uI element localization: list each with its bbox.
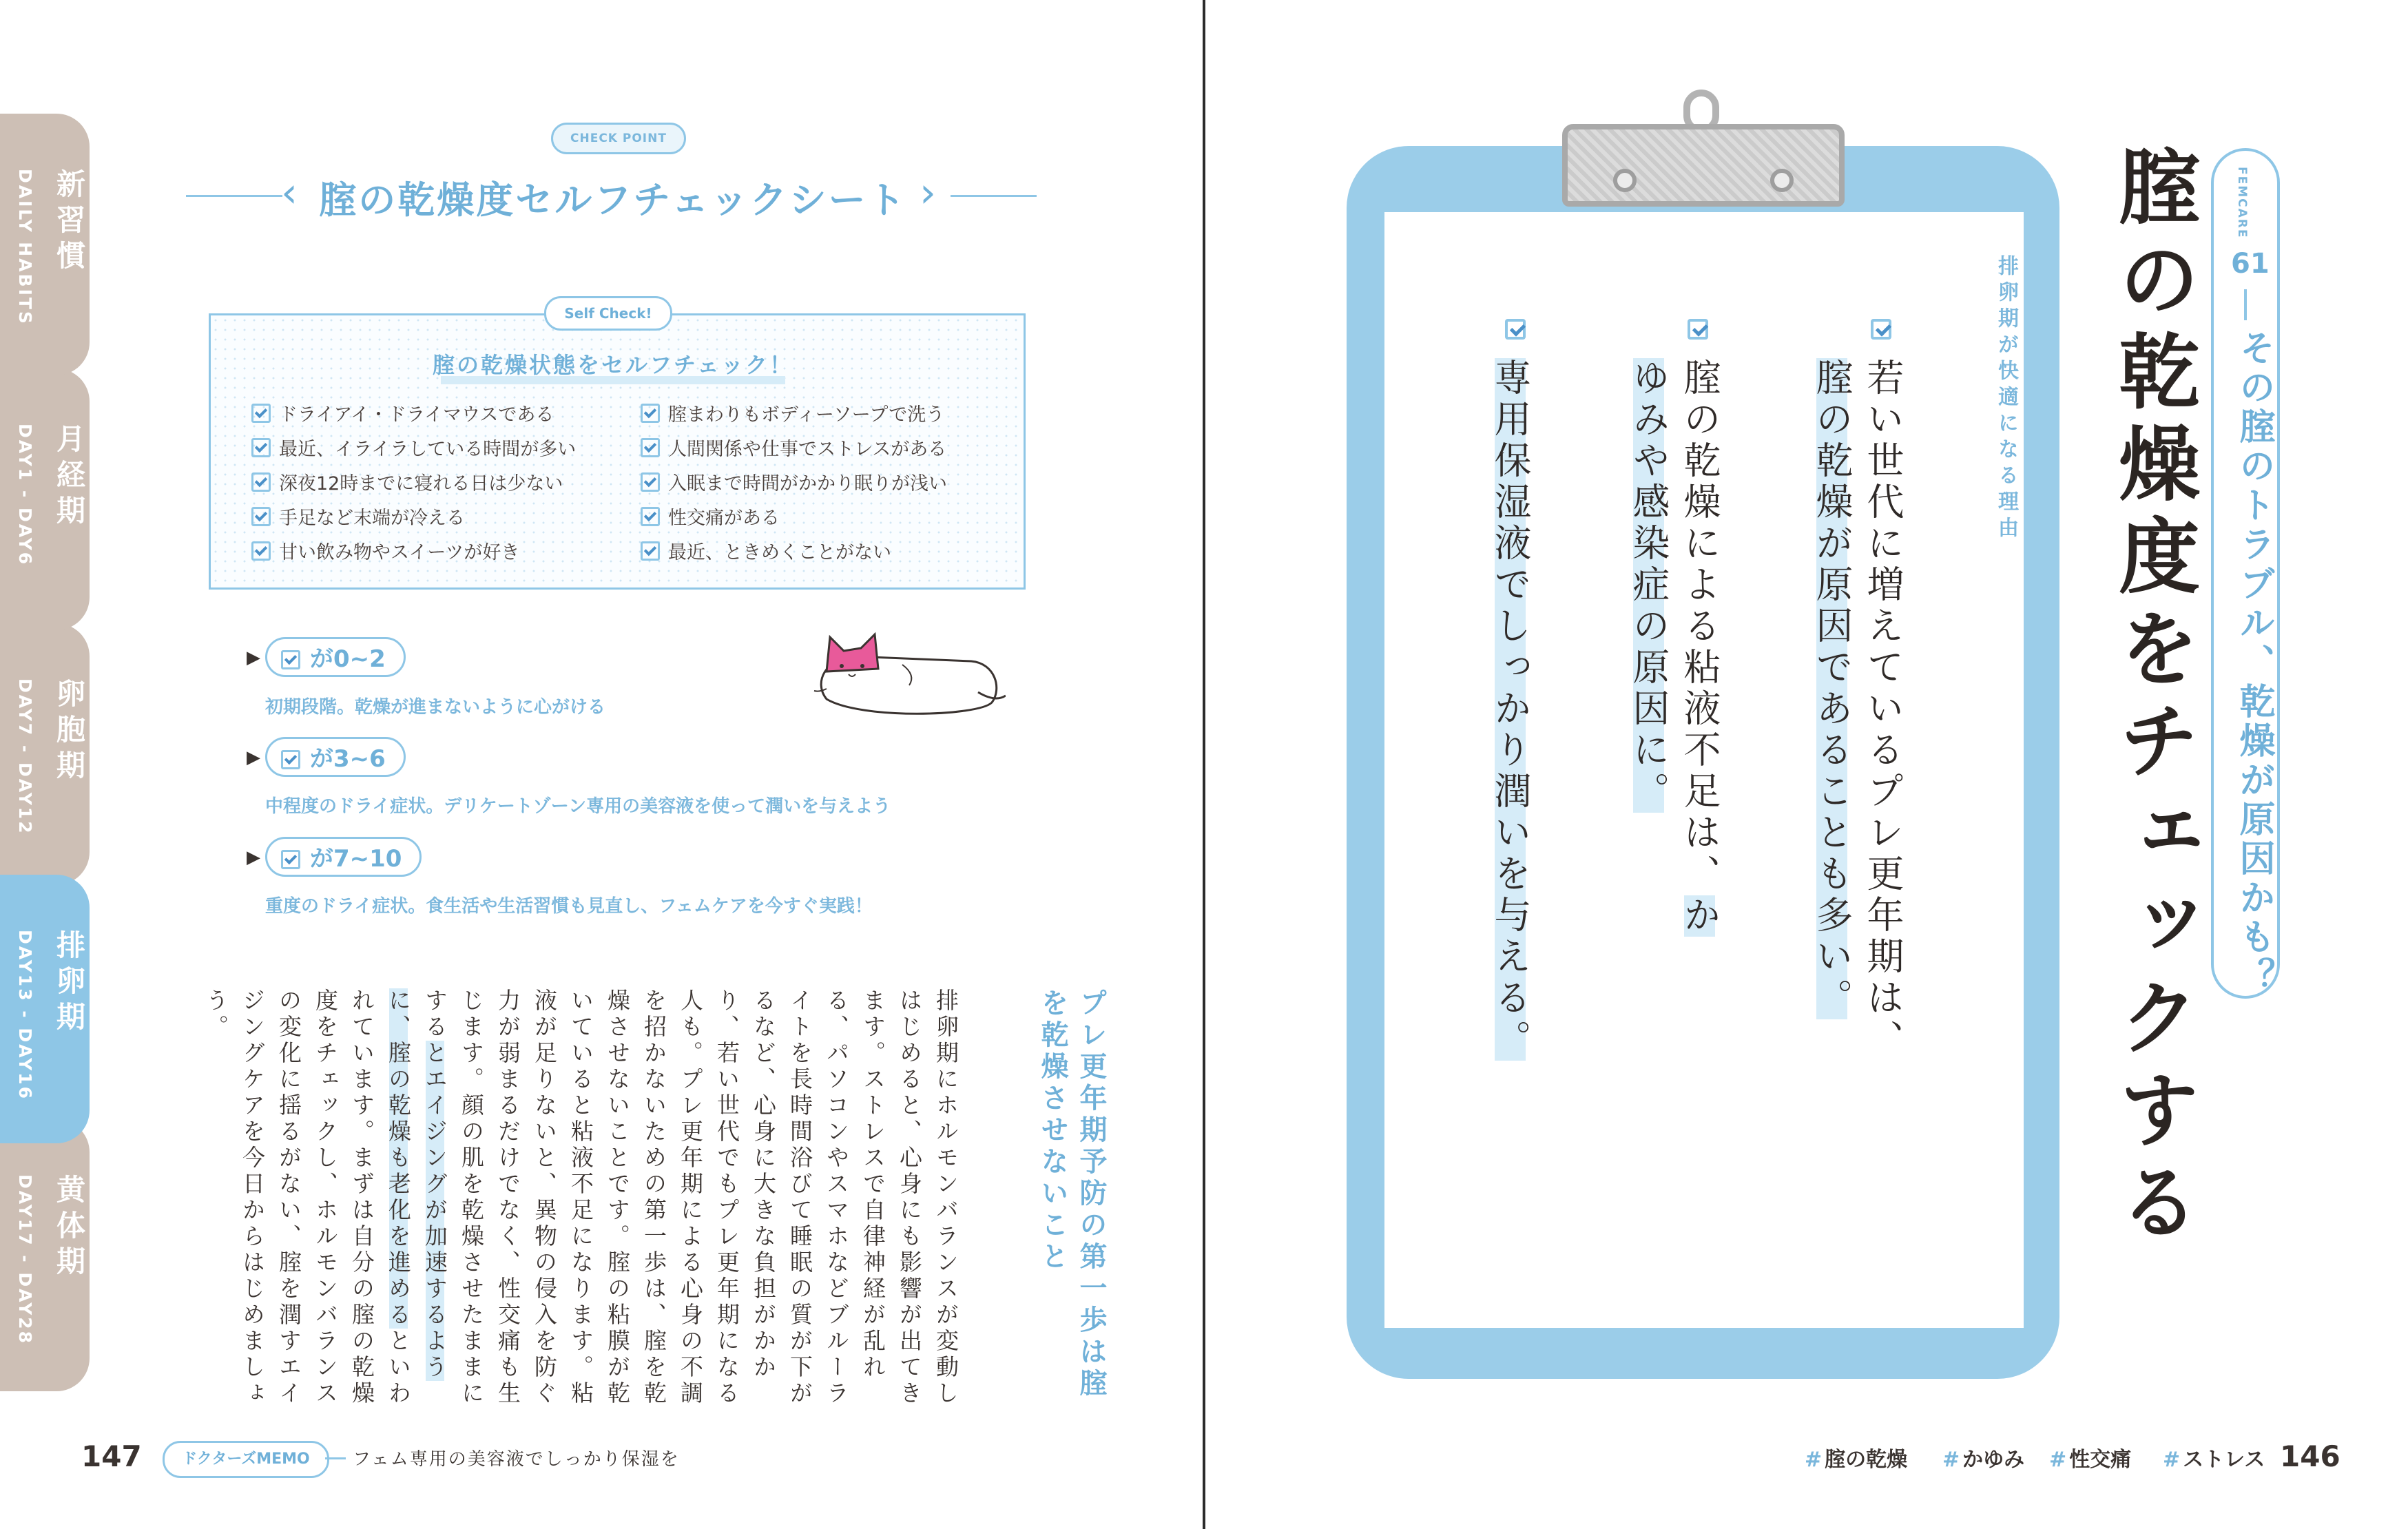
chevron-left-icon: ‹ (281, 169, 298, 217)
tab-jp-label: 新習慣 (52, 169, 86, 276)
article-body-part: といわれています。まずは自分の腟の乾燥度をチェックし、ホルモンバランスの変化に揺るがない、腟を潤すエイジングケアを今日からはじめましょう。 (203, 988, 412, 1407)
triangle-bullet-icon: ▶ (247, 647, 260, 668)
point-check-icon (1871, 319, 1891, 340)
point-check-icon (1505, 319, 1526, 340)
checklist-item[interactable]: 最近、ときめくことがない (641, 537, 891, 564)
article-body (158, 988, 964, 1415)
point-3-text: 専用保湿液でしっかり潤いを与える。 (1488, 358, 1532, 1061)
checklist-item[interactable]: 最近、イライラしている時間が多い (251, 434, 576, 461)
title-rule-right (951, 195, 1037, 197)
result-badge: が3~6 (265, 737, 406, 777)
memo-connector (325, 1457, 346, 1459)
checkbox-icon (251, 438, 271, 457)
checklist-item[interactable]: 手足など末端が冷える (251, 503, 465, 530)
checkbox-icon (281, 850, 300, 869)
checkbox-icon (641, 438, 660, 457)
result-text: 中程度のドライ症状。デリケートゾーン専用の美容液を使って潤いを与えよう (265, 796, 891, 817)
clipboard-clip (1562, 124, 1845, 207)
checkpoint-badge: CHECK POINT (551, 123, 686, 154)
checkbox-icon (251, 541, 271, 561)
chevron-right-icon: › (920, 169, 936, 217)
triangle-bullet-icon: ▶ (247, 747, 260, 768)
main-title: 腟の乾燥度をチェックする (2105, 145, 2200, 1252)
tab-jp-label: 月経期 (52, 424, 86, 531)
checkbox-icon (281, 750, 300, 769)
tab-luteal[interactable] (0, 1119, 90, 1391)
tag-dryness[interactable]: # 腟の乾燥 (1805, 1448, 1908, 1472)
point-1-text: 若い世代に増えているプレ更年期は、腟の乾燥が原因であることも多い。 (1810, 358, 1904, 1061)
tab-ovulation[interactable] (0, 875, 90, 1143)
tab-jp-label: 卵胞期 (52, 678, 86, 786)
tab-jp-label: 黄体期 (52, 1174, 86, 1282)
checkbox-icon (251, 404, 271, 423)
checkbox-icon (641, 404, 660, 423)
checkbox-icon (641, 507, 660, 526)
title-rule-left (186, 195, 282, 197)
page-number-left: 147 (81, 1439, 142, 1473)
result-badge: が0~2 (265, 637, 406, 677)
article-body-highlight: とエイジングが加速するように、腟の乾燥も老化を進める (385, 988, 448, 1381)
article-heading: プレ更年期予防の第一歩は腟を乾燥させないこと (1037, 988, 1107, 1400)
femcare-number: 61 (2231, 248, 2270, 280)
tab-en-label: DAY17 - DAY28 (15, 1174, 35, 1345)
checklist-item[interactable]: 深夜12時までに寝れる日は少ない (251, 468, 563, 495)
femcare-label: FEMCARE (2235, 167, 2249, 239)
checkbox-icon (641, 472, 660, 492)
checklist-item[interactable]: 腟まわりもボディーソープで洗う (641, 399, 944, 426)
clip-hole-icon (1613, 169, 1637, 192)
tab-en-label: DAY1 - DAY6 (15, 424, 35, 567)
tag-dyspareunia[interactable]: # 性交痛 (2049, 1448, 2132, 1472)
subtitle: その腟のトラブル、乾燥が原因かも？ (2233, 329, 2274, 997)
tab-daily-habits[interactable] (0, 114, 90, 375)
result-text: 重度のドライ症状。食生活や生活習慣も見直し、フェムケアを今すぐ実践！ (265, 896, 873, 917)
point-2-text: 腟の乾燥による粘液不足は、かゆみや感染症の原因に。 (1627, 358, 1721, 937)
self-check-badge: Self Check! (544, 296, 672, 331)
clip-hole-icon (1770, 169, 1794, 192)
page-number-right: 146 (2280, 1439, 2340, 1473)
checklist-item[interactable]: 甘い飲み物やスイーツが好き (251, 537, 519, 564)
reason-label: 排卵期が快適になる理由 (1994, 255, 2018, 543)
doctors-memo-badge: ドクターズMEMO (163, 1441, 329, 1478)
femcare-rule (2244, 289, 2247, 320)
result-text: 初期段階。乾燥が進まないように心がける (265, 697, 606, 718)
point-check-icon (1688, 319, 1708, 340)
checklist-item[interactable]: 性交痛がある (641, 503, 780, 530)
cat-illustration (799, 623, 1006, 727)
tab-menstrual[interactable] (0, 368, 90, 630)
tab-en-label: DAY13 - DAY16 (15, 930, 35, 1101)
tag-stress[interactable]: # ストレス (2163, 1448, 2265, 1472)
doctors-memo-text: フェム専用の美容液でしっかり保湿を (353, 1449, 680, 1470)
checkbox-icon (281, 650, 300, 669)
tag-itch[interactable]: # かゆみ (1942, 1448, 2025, 1472)
tab-en-label: DAY7 - DAY12 (15, 678, 35, 835)
checkbox-icon (641, 541, 660, 561)
checkbox-icon (251, 507, 271, 526)
tab-jp-label: 排卵期 (52, 930, 86, 1037)
tab-en-label: DAILY HABITS (15, 169, 35, 326)
page-title: 腟の乾燥度セルフチェックシート (319, 178, 907, 222)
checkbox-icon (251, 472, 271, 492)
checklist-item[interactable]: 人間関係や仕事でストレスがある (641, 434, 946, 461)
checklist-item[interactable]: 入眠まで時間がかかり眠りが浅い (641, 468, 947, 495)
checklist-item[interactable]: ドライアイ・ドライマウスである (251, 399, 554, 426)
tab-follicular[interactable] (0, 623, 90, 885)
spread-gutter (1203, 0, 1205, 1529)
triangle-bullet-icon: ▶ (247, 847, 260, 868)
article-body-part: 排卵期にホルモンバランスが変動しはじめると、心身にも影響が出てきます。ストレスで自律神経が乱れる、パソコンやスマホなどブルーライトを長時間浴びて睡眠の質が下がるなど、心身に大きな負担がかかり、若い世代でもプレ更年期になる人も。プレ更年期による心身の不調を招かないための第一歩は、腟を乾燥させないことです。腟の粘膜が乾いていると粘液不足になります。粘液が足りないと、異物の侵入を防ぐ力が弱まるだけでなく、性交痛も生じます。顔の肌を乾燥させたままにする (422, 988, 959, 1407)
self-check-heading: 腟の乾燥状態をセルフチェック！ (432, 352, 794, 378)
result-badge: が7~10 (265, 837, 422, 877)
